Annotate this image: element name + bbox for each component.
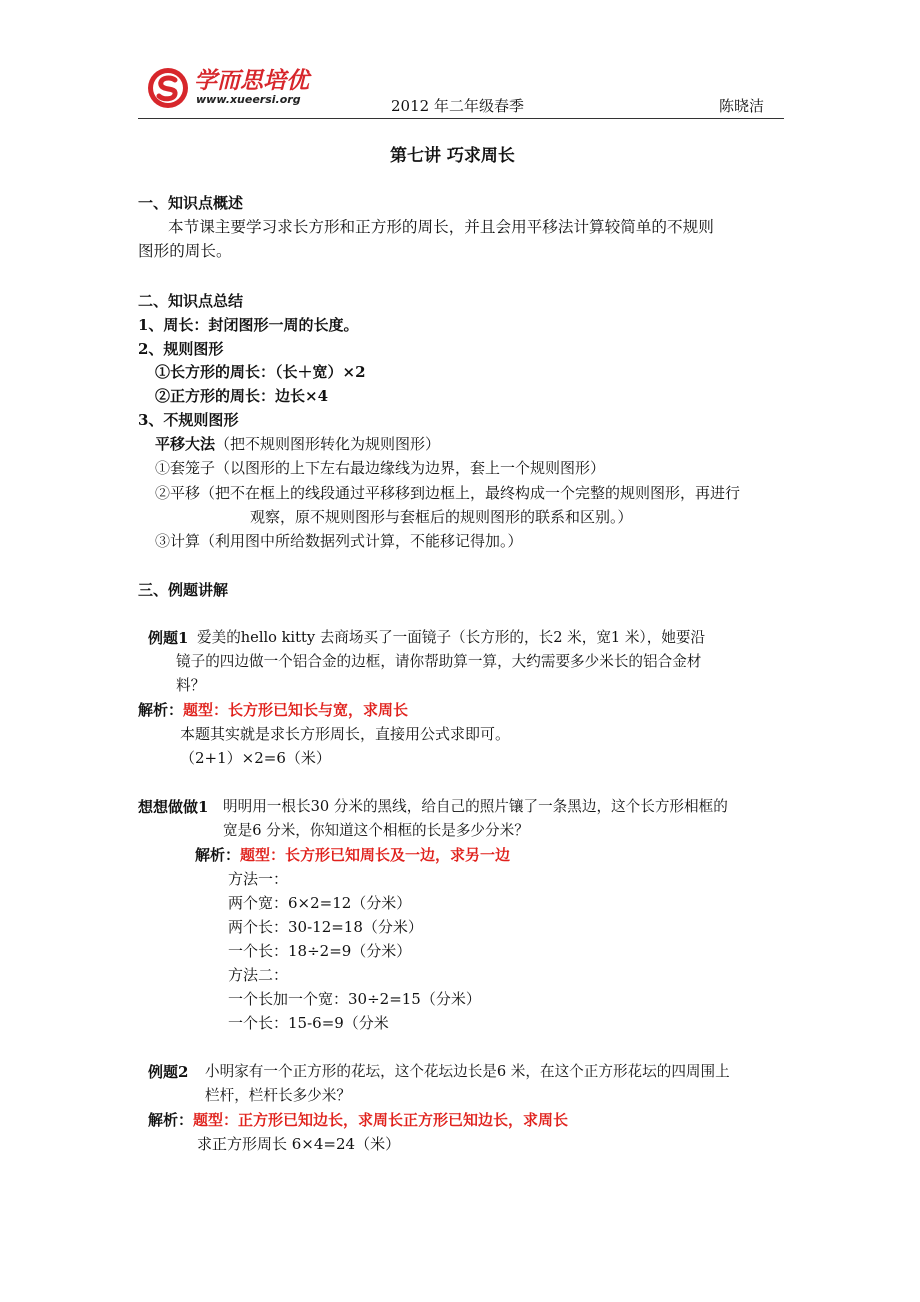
think-1-method-2-line-1: 一个长加一个宽：30÷2=15（分米） [228, 990, 481, 1008]
example-1-line-2: 镜子的四边做一个铝合金的边框，请你帮助算一算，大约需要多少米长的铝合金材 [176, 653, 702, 670]
think-1-line-1: 明明用一根长30 分米的黑线，给自己的照片镶了一条黑边，这个长方形相框的 [223, 798, 728, 815]
page-title: 第七讲 巧求周长 [390, 146, 515, 166]
think-1-method-1-title: 方法一： [228, 870, 289, 888]
header-author: 陈晓洁 [719, 97, 765, 115]
example-1-type: 题型：长方形已知长与宽，求周长 [183, 701, 409, 719]
summary-method-name: 平移大法 [155, 435, 216, 453]
think-1-method-1-line-3: 一个长：18÷2=9（分米） [228, 942, 412, 960]
summary-item-2b: ②正方形的周长：边长×4 [155, 387, 329, 405]
summary-method [155, 434, 440, 454]
summary-item-1: 1、周长：封闭图形一周的长度。 [138, 316, 359, 334]
think-1-method-1-line-1: 两个宽：6×2=12（分米） [228, 894, 412, 912]
section-3-heading: 三、例题讲解 [138, 581, 229, 599]
think-1-method-1-line-2: 两个长：30-12=18（分米） [228, 918, 423, 936]
example-1-solution-2: （2+1）×2=6（米） [180, 749, 331, 767]
brand-logo-icon [146, 66, 190, 110]
example-1-label: 例题1 [148, 629, 189, 647]
example-2-label: 例题2 [148, 1063, 189, 1081]
example-2-analysis-label: 解析： [148, 1111, 194, 1129]
example-1-line-1: 爱美的hello kitty 去商场买了一面镜子（长方形的，长2 米，宽1 米），她要沿 [197, 629, 706, 646]
think-1-method-2-line-2: 一个长：15-6=9（分米 [228, 1014, 389, 1032]
example-2-line-2: 栏杆，栏杆长多少米？ [205, 1087, 351, 1104]
summary-item-3: 3、不规则图形 [138, 411, 239, 429]
think-1-label: 想想做做1 [138, 798, 209, 816]
summary-step-2-line-1: ②平移（把不在框上的线段通过平移移到边框上，最终构成一个完整的规则图形，再进行 [155, 484, 741, 502]
header-term: 2012 年二年级春季 [391, 97, 524, 115]
section-1-paragraph-line-1: 本节课主要学习求长方形和正方形的周长，并且会用平移法计算较简单的不规则 [168, 218, 714, 236]
brand-url: www.xueersi.org [196, 93, 301, 106]
section-1-heading: 一、知识点概述 [138, 194, 244, 212]
summary-step-3: ③计算（利用图中所给数据列式计算，不能移记得加。） [155, 532, 523, 550]
think-1-line-2: 宽是6 分米，你知道这个相框的长是多少分米？ [223, 822, 529, 839]
example-2-line-1: 小明家有一个正方形的花坛，这个花坛边长是6 米，在这个正方形花坛的四周围上 [205, 1063, 730, 1080]
think-1-analysis-label: 解析： [195, 846, 241, 864]
summary-step-1: ①套笼子（以图形的上下左右最边缘线为边界，套上一个规则图形） [155, 459, 606, 477]
brand-name: 学而思培优 [194, 68, 309, 94]
example-1-line-3: 料？ [176, 677, 206, 694]
header-divider [138, 118, 784, 119]
think-1-analysis [195, 845, 510, 865]
section-1-paragraph-line-2: 图形的周长。 [138, 242, 232, 260]
summary-method-desc: （把不规则图形转化为规则图形） [215, 435, 441, 453]
summary-step-2-line-2: 观察，原不规则图形与套框后的规则图形的联系和区别。） [250, 508, 633, 526]
example-1-analysis [138, 700, 408, 720]
think-1-method-2-title: 方法二： [228, 966, 289, 984]
example-1-solution-1: 本题其实就是求长方形周长，直接用公式求即可。 [180, 725, 511, 743]
example-1-analysis-label: 解析： [138, 701, 184, 719]
example-2-solution: 求正方形周长 6×4=24（米） [197, 1135, 401, 1153]
section-2-heading: 二、知识点总结 [138, 292, 244, 310]
think-1-type: 题型：长方形已知周长及一边，求另一边 [240, 846, 511, 864]
summary-item-2: 2、规则图形 [138, 340, 224, 358]
example-2-analysis [148, 1110, 568, 1130]
example-2-type: 题型：正方形已知边长，求周长正方形已知边长，求周长 [193, 1111, 569, 1129]
summary-item-2a: ①长方形的周长：（长＋宽）×2 [155, 363, 366, 381]
